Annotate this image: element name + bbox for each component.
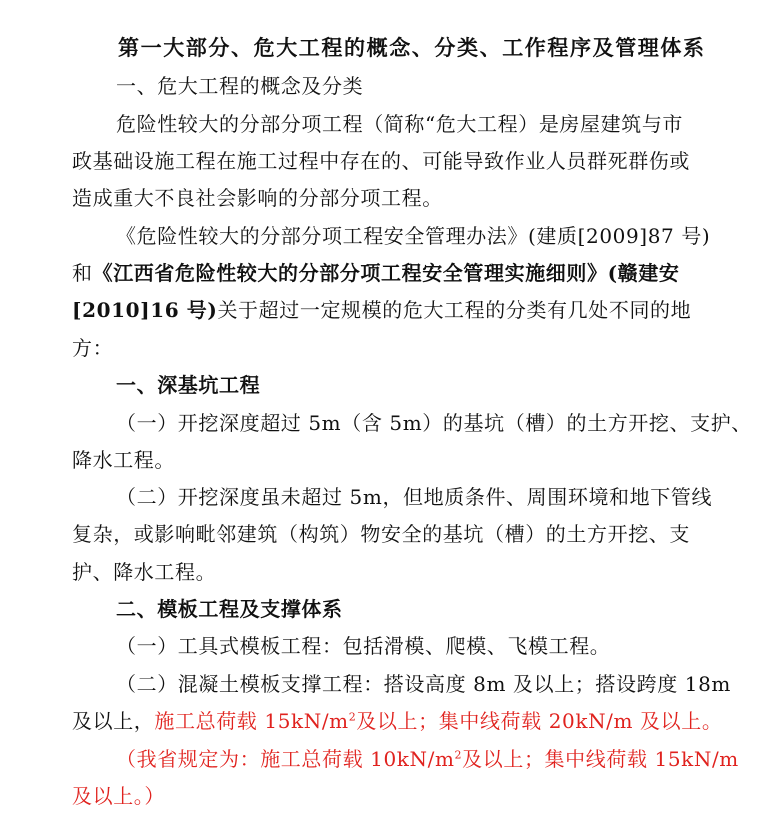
text-span: 及以上， xyxy=(72,709,155,733)
document-title: 第一大部分、危大工程的概念、分类、工作程序及管理体系 xyxy=(118,35,706,60)
paragraph-line xyxy=(72,298,691,322)
list-item-line: 复杂，或影响毗邻建筑（构筑）物安全的基坑（槽）的土方开挖、支 xyxy=(72,522,690,546)
superscript: 2 xyxy=(454,748,463,762)
paragraph-line: 政基础设施工程在施工过程中存在的、可能导致作业人员群死群伤或 xyxy=(72,149,690,173)
list-item-line: 护、降水工程。 xyxy=(72,560,217,584)
list-item-line: （一）工具式模板工程：包括滑模、爬模、飞模工程。 xyxy=(116,634,611,658)
provincial-note-line: 及以上。） xyxy=(72,784,165,808)
list-item-line: 降水工程。 xyxy=(72,448,175,472)
paragraph-line: 《危险性较大的分部分项工程安全管理办法》(建质[2009]87 号) xyxy=(116,224,711,248)
section-heading: 一、危大工程的概念及分类 xyxy=(116,74,364,98)
highlighted-text: 及以上；集中线荷载 15kN/m xyxy=(462,747,739,771)
provincial-note-line xyxy=(116,747,739,771)
paragraph-line: 造成重大不良社会影响的分部分项工程。 xyxy=(72,186,443,210)
text-span: 和 xyxy=(72,261,93,285)
highlighted-text: 施工总荷载 15kN/m xyxy=(154,709,349,733)
subsection-heading: 二、模板工程及支撑体系 xyxy=(116,597,343,621)
regulation-number: [2010]16 号) xyxy=(72,298,218,322)
list-item-line: （二）开挖深度虽未超过 5m，但地质条件、周围环境和地下管线 xyxy=(116,485,713,509)
list-item-line xyxy=(72,709,722,733)
text-span: 关于超过一定规模的危大工程的分类有几处不同的地 xyxy=(217,298,692,322)
paragraph-line: 方： xyxy=(72,336,114,360)
highlighted-text: （我省规定为：施工总荷载 10kN/m xyxy=(116,747,455,771)
highlighted-text: 及以上；集中线荷载 20kN/m 及以上。 xyxy=(356,709,723,733)
paragraph-line xyxy=(72,261,679,285)
list-item-line: （一）开挖深度超过 5m（含 5m）的基坑（槽）的土方开挖、支护、 xyxy=(116,411,752,435)
regulation-title: 《江西省危险性较大的分部分项工程安全管理实施细则》(赣建安 xyxy=(92,261,680,285)
paragraph-line: 危险性较大的分部分项工程（简称“危大工程）是房屋建筑与市 xyxy=(116,112,684,136)
subsection-heading: 一、深基坑工程 xyxy=(116,373,261,397)
superscript: 2 xyxy=(348,710,357,724)
list-item-line: （二）混凝土模板支撑工程：搭设高度 8m 及以上；搭设跨度 18m xyxy=(116,672,731,696)
